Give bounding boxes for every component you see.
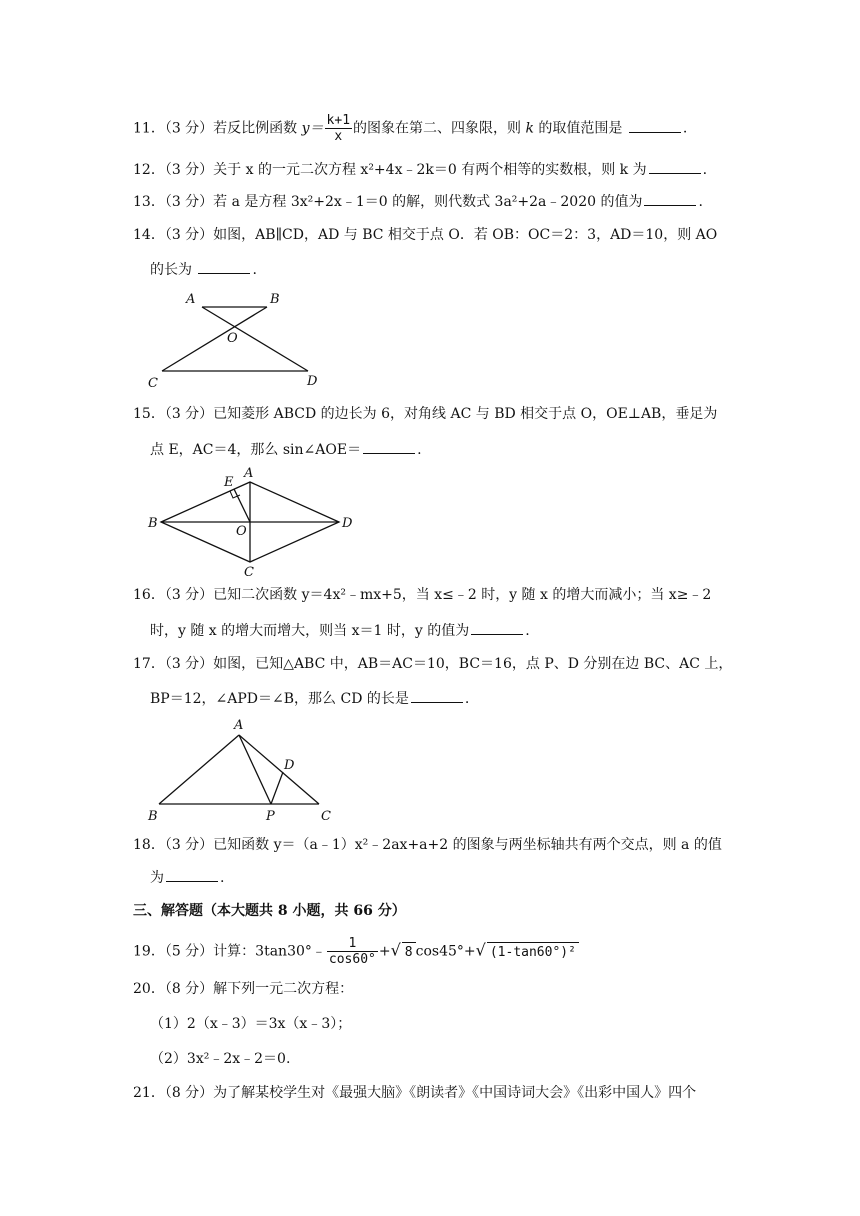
question-17-line1: 17．（3 分）如图，已知△ABC 中，AB＝AC＝10，BC＝16，点 P、D 分别在边 BC、AC 上， <box>133 656 733 672</box>
section-heading: 三、解答题（本大题共 8 小题，共 66 分） <box>133 903 406 919</box>
label-D: D <box>284 758 295 773</box>
label-B: B <box>148 516 158 531</box>
question-12: 12．（3 分）关于 x 的一元二次方程 x²+4x﹣2k＝0 有两个相等的实数根，则 k 为 . <box>133 159 707 180</box>
label-D: D <box>342 516 353 531</box>
question-20-part1: （1）2（x﹣3）＝3x（x﹣3）； <box>150 1016 352 1032</box>
label-C: C <box>321 809 331 824</box>
answer-blank <box>363 439 415 454</box>
answer-blank <box>166 867 218 882</box>
question-18-line1: 18．（3 分）已知函数 y＝（a﹣1）x²﹣2ax+a+2 的图象与两坐标轴共有两个交点，则 a 的值 <box>133 837 722 853</box>
label-B: B <box>270 292 280 307</box>
answer-blank <box>629 118 681 133</box>
question-19: 19．（5 分）计算：3tan30°﹣ $\frac{1}{\cos 60^\circ}$ +√ 8 cos45°+√ (1-tan60°)² <box>133 936 579 967</box>
question-16-line1: 16．（3 分）已知二次函数 y＝4x²﹣mx+5，当 x≤﹣2 时，y 随 x 的增大而减小；当 x≥﹣2 <box>133 587 712 603</box>
answer-blank <box>649 159 701 174</box>
label-D: D <box>307 374 318 389</box>
question-11: 11．（3 分）若反比例函数 y＝ $\frac{k+1}{x}$ 的图象在第二、四象限，则 k 的取值范围是 . <box>133 113 688 144</box>
label-B: B <box>148 809 158 824</box>
answer-blank <box>198 259 250 274</box>
label-C: C <box>148 376 158 391</box>
question-14-line1: 14．（3 分）如图，AB∥CD，AD 与 BC 相交于点 O．若 OB：OC＝2：3，AD＝10，则 AO <box>133 227 718 243</box>
label-A: A <box>186 292 196 307</box>
sqrt-symbol: √ <box>390 940 401 960</box>
fraction: $\frac{1}{\cos 60^\circ}$ <box>328 936 376 967</box>
question-15-line2: 点 E，AC＝4，那么 sin∠AOE＝ . <box>150 439 422 460</box>
figure-q15 <box>140 460 365 580</box>
answer-blank <box>471 620 523 635</box>
label-A: A <box>244 466 254 481</box>
label-P: P <box>266 809 275 824</box>
question-20-part2: （2）3x²﹣2x﹣2＝0. <box>150 1051 291 1067</box>
label-O: O <box>236 524 247 539</box>
label-C: C <box>244 565 254 580</box>
question-13: 13．（3 分）若 a 是方程 3x²+2x﹣1＝0 的解，则代数式 3a²+2a﹣2020 的值为 . <box>133 191 703 212</box>
question-18-line2: 为 . <box>150 867 224 888</box>
answer-blank <box>411 688 463 703</box>
fraction: $\frac{k+1}{x}$ <box>326 113 351 144</box>
question-16-line2: 时，y 随 x 的增大而增大，则当 x＝1 时，y 的值为 . <box>150 620 530 641</box>
label-E: E <box>224 475 234 490</box>
label-A: A <box>234 718 244 733</box>
question-21: 21．（8 分）为了解某校学生对《最强大脑》《朗读者》《中国诗词大会》《出彩中国人》四个 <box>133 1085 697 1101</box>
sqrt-symbol: √ <box>475 940 486 960</box>
question-17-line2: BP＝12，∠APD＝∠B，那么 CD 的长是 . <box>150 688 469 709</box>
question-20-title: 20．（8 分）解下列一元二次方程： <box>133 981 354 997</box>
answer-blank <box>644 191 696 206</box>
label-O: O <box>227 331 238 346</box>
question-14-line2: 的长为 . <box>150 259 257 280</box>
figure-q14 <box>140 285 340 395</box>
figure-q17 <box>140 712 340 824</box>
question-15-line1: 15．（3 分）已知菱形 ABCD 的边长为 6，对角线 AC 与 BD 相交于点 O，OE⊥AB，垂足为 <box>133 406 718 422</box>
